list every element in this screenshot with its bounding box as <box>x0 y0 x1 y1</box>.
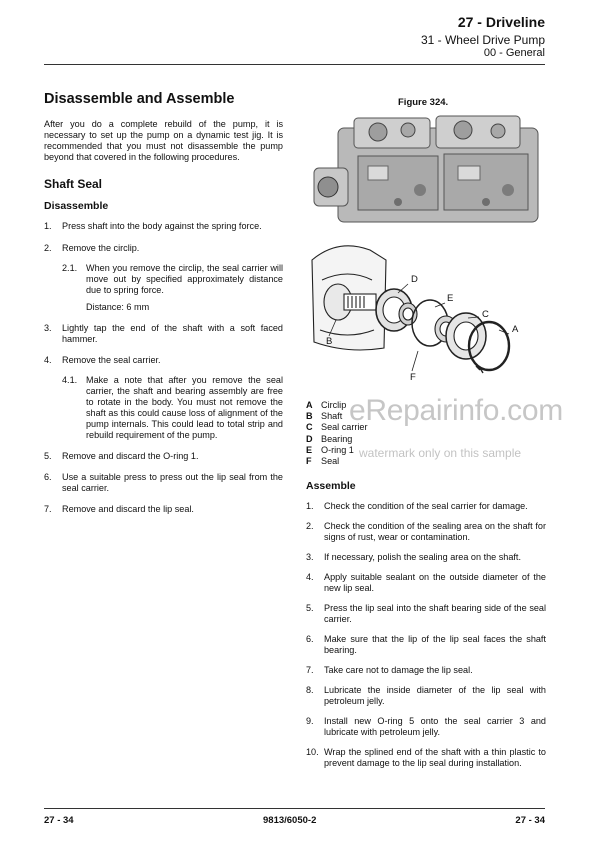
list-item <box>306 685 546 707</box>
step-number: 4. <box>306 572 314 582</box>
step-number: 8. <box>306 685 314 695</box>
step-number: 6. <box>306 634 314 644</box>
section-title: 31 - Wheel Drive Pump <box>420 33 545 47</box>
step-text: Install new O-ring 5 onto the seal carrier 3 and lubricate with petroleum jelly. <box>324 716 546 737</box>
list-item <box>306 665 546 676</box>
legend-text: Seal carrier <box>321 422 368 433</box>
seal-exploded-drawing <box>312 246 509 373</box>
step-number: 4. <box>44 355 52 365</box>
sub-list-item <box>62 263 283 296</box>
legend-text: Bearing <box>321 433 353 444</box>
step-text: Wrap the splined end of the shaft with a thin plastic to prevent damage to the lip seal during installation. <box>324 747 546 768</box>
step-number: 2.1. <box>62 263 78 273</box>
step-number: 1. <box>306 501 314 511</box>
legend-text: O-ring 1 <box>321 444 354 455</box>
list-item <box>306 552 546 563</box>
legend-key: B <box>306 411 313 422</box>
assemble-column <box>306 481 546 769</box>
list-item <box>306 747 546 769</box>
list-item <box>306 521 546 543</box>
legend-key: E <box>306 444 313 455</box>
sub-list-item <box>62 375 283 441</box>
step-text: Press shaft into the body against the spring force. <box>62 221 262 231</box>
step-text: When you remove the circlip, the seal carrier will move out by specified approximately distance due to spring force. <box>86 263 283 295</box>
list-item <box>306 501 546 512</box>
step-text: Check the condition of the sealing area on the shaft for signs of rust, wear or contamination. <box>324 521 546 542</box>
footer-doc-number: 9813/6050-2 <box>263 815 317 826</box>
step-text: Check the condition of the seal carrier for damage. <box>324 501 528 511</box>
footer-page-right: 27 - 34 <box>515 815 545 826</box>
figure-label: Figure 324. <box>398 97 449 108</box>
watermark-note: watermark only on this sample <box>359 446 522 460</box>
intro-paragraph: After you do a complete rebuild of the pump, it is necessary to set up the pump on a dynamic test jig. It is recommended that you must not disassemble the pump beyond that covered in the following procedures. <box>44 119 283 162</box>
step-text: Press the lip seal into the shaft bearing side of the seal carrier. <box>324 603 546 624</box>
list-item <box>44 451 283 462</box>
legend-key: A <box>306 400 313 410</box>
legend-text: Circlip <box>321 400 347 410</box>
callout-e: E <box>447 293 454 304</box>
step-text: Make a note that after you remove the seal carrier, the shaft and bearing assembly are free to rotate in the body. You must not remove the shaft as this could cause loss of alignment of the pump internals. This could lead to total strip and rebuild requirement of the pump. <box>86 375 283 440</box>
list-item <box>306 572 546 594</box>
shaft-seal-heading: Shaft Seal <box>44 177 103 191</box>
callout-a: A <box>512 324 519 335</box>
list-item <box>44 355 283 366</box>
step-number: 2. <box>44 243 52 253</box>
legend-key: F <box>306 456 312 467</box>
distance-value: Distance: 6 mm <box>86 302 150 312</box>
step-text: If necessary, polish the sealing area on the shaft. <box>324 552 521 562</box>
page-title: Disassemble and Assemble <box>44 91 235 107</box>
step-text: Remove the circlip. <box>62 243 140 253</box>
list-item <box>44 323 283 345</box>
list-item <box>44 504 283 515</box>
legend-row <box>306 434 368 445</box>
list-item <box>306 603 546 625</box>
legend-text: Seal <box>321 456 340 467</box>
step-text: Take care not to damage the lip seal. <box>324 665 473 675</box>
left-column <box>44 91 283 515</box>
step-number: 3. <box>306 552 314 562</box>
header-rule <box>44 64 545 65</box>
legend-key: C <box>306 422 313 433</box>
legend-text: Shaft <box>321 411 343 422</box>
footer-rule <box>44 808 545 809</box>
pump-photo <box>314 116 538 222</box>
list-item <box>44 243 283 254</box>
chapter-title: 27 - Driveline <box>457 14 545 30</box>
pump-exploded-figure <box>308 110 552 395</box>
step-text: Lubricate the inside diameter of the lip seal with petroleum jelly. <box>324 685 546 706</box>
step-text: Remove and discard the lip seal. <box>62 504 194 514</box>
disassemble-heading: Disassemble <box>44 200 109 212</box>
step-number: 4.1. <box>62 375 78 385</box>
watermark-site: eRepairinfo.com <box>349 394 563 427</box>
assemble-heading: Assemble <box>306 480 356 492</box>
subsection-title: 00 - General <box>483 47 545 59</box>
step-number: 1. <box>44 221 52 231</box>
callout-d: D <box>411 274 418 285</box>
step-number: 7. <box>44 504 52 514</box>
step-text: Make sure that the lip of the lip seal faces the shaft bearing. <box>324 634 546 655</box>
footer-page-left: 27 - 34 <box>44 815 74 826</box>
step-number: 5. <box>306 603 314 613</box>
list-item <box>44 221 283 232</box>
callout-c: C <box>482 309 489 320</box>
list-item <box>306 716 546 738</box>
callout-b: B <box>326 336 333 347</box>
list-item <box>306 634 546 656</box>
step-text: Remove the seal carrier. <box>62 355 161 365</box>
step-number: 6. <box>44 472 52 482</box>
step-number: 9. <box>306 716 314 726</box>
step-text: Use a suitable press to press out the lip seal from the seal carrier. <box>62 472 283 493</box>
step-text: Apply suitable sealant on the outside diameter of the new lip seal. <box>324 572 546 593</box>
step-number: 5. <box>44 451 52 461</box>
legend-key: D <box>306 433 313 444</box>
list-item <box>44 472 283 494</box>
step-number: 2. <box>306 521 314 531</box>
step-number: 10. <box>306 747 319 757</box>
step-text: Lightly tap the end of the shaft with a soft faced hammer. <box>62 323 283 344</box>
step-number: 3. <box>44 323 52 333</box>
step-number: 7. <box>306 665 314 675</box>
callout-f: F <box>410 372 416 383</box>
step-text: Remove and discard the O-ring 1. <box>62 451 199 461</box>
